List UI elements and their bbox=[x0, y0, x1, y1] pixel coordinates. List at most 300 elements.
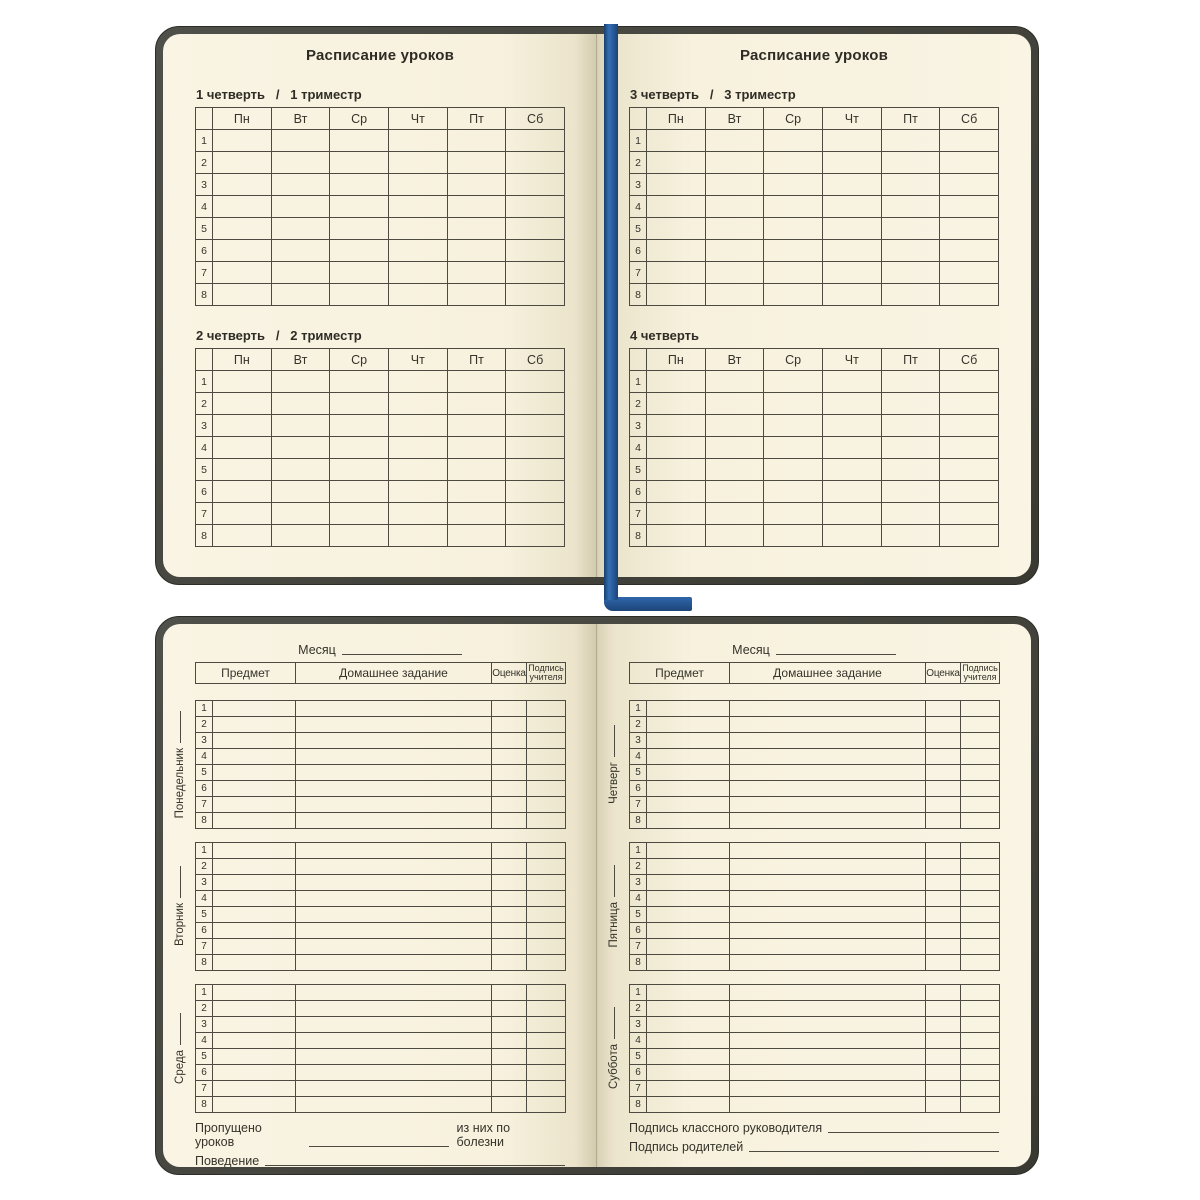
day-name: Суббота bbox=[608, 1044, 620, 1090]
corner-cell bbox=[630, 349, 647, 371]
subject-cell bbox=[647, 875, 730, 891]
schedule-empty-cell bbox=[388, 218, 447, 240]
subject-cell bbox=[213, 701, 296, 717]
lesson-number-cell: 5 bbox=[630, 765, 647, 781]
lesson-number-cell: 7 bbox=[196, 262, 213, 284]
schedule-empty-cell bbox=[506, 240, 565, 262]
signature-header-line1: Подпись bbox=[528, 662, 564, 673]
teacher-signature-header-cell bbox=[527, 663, 566, 684]
schedule-empty-cell bbox=[647, 174, 706, 196]
signature-cell bbox=[961, 1081, 1000, 1097]
schedule-empty-cell bbox=[388, 174, 447, 196]
lesson-number-cell: 4 bbox=[630, 196, 647, 218]
subject-cell bbox=[647, 701, 730, 717]
schedule-empty-cell bbox=[881, 393, 940, 415]
schedule-empty-cell bbox=[271, 284, 330, 306]
lesson-number-cell: 8 bbox=[630, 813, 647, 829]
subject-cell bbox=[647, 765, 730, 781]
subject-cell bbox=[647, 717, 730, 733]
schedule-empty-cell bbox=[271, 240, 330, 262]
lesson-number-cell: 3 bbox=[630, 875, 647, 891]
day-header-cell: Ср bbox=[330, 349, 389, 371]
subject-cell bbox=[647, 1017, 730, 1033]
signature-cell bbox=[527, 891, 566, 907]
schedule-empty-cell bbox=[330, 152, 389, 174]
schedule-empty-cell bbox=[647, 503, 706, 525]
subject-cell bbox=[213, 875, 296, 891]
grade-cell bbox=[926, 939, 961, 955]
signature-cell bbox=[961, 843, 1000, 859]
schedule-empty-cell bbox=[506, 130, 565, 152]
homework-cell bbox=[730, 843, 926, 859]
schedule-empty-cell bbox=[647, 415, 706, 437]
grade-cell bbox=[926, 765, 961, 781]
grade-cell bbox=[926, 813, 961, 829]
signature-cell bbox=[961, 1001, 1000, 1017]
schedule-table bbox=[195, 107, 565, 306]
schedule-empty-cell bbox=[881, 371, 940, 393]
homework-cell bbox=[296, 781, 492, 797]
homework-cell bbox=[730, 1065, 926, 1081]
homework-header-cell: Домашнее задание bbox=[730, 663, 926, 684]
grade-cell bbox=[492, 939, 527, 955]
schedule-empty-cell bbox=[705, 196, 764, 218]
grade-cell bbox=[492, 781, 527, 797]
day-header-cell: Пт bbox=[881, 349, 940, 371]
lesson-number-cell: 6 bbox=[630, 240, 647, 262]
parents-signature-blank-line bbox=[749, 1150, 999, 1152]
schedule-empty-cell bbox=[447, 371, 506, 393]
signature-cell bbox=[961, 781, 1000, 797]
grade-cell bbox=[926, 749, 961, 765]
lesson-number-cell: 4 bbox=[630, 891, 647, 907]
lesson-number-cell: 3 bbox=[196, 875, 213, 891]
schedule-empty-cell bbox=[213, 481, 272, 503]
lesson-number-cell: 2 bbox=[630, 393, 647, 415]
day-name: Среда bbox=[174, 1050, 186, 1084]
subject-cell bbox=[213, 765, 296, 781]
grade-cell bbox=[492, 733, 527, 749]
schedule-empty-cell bbox=[822, 459, 881, 481]
schedule-empty-cell bbox=[881, 174, 940, 196]
corner-cell bbox=[196, 108, 213, 130]
lesson-number-cell: 5 bbox=[630, 218, 647, 240]
page-title: Расписание уроков bbox=[740, 47, 888, 64]
schedule-empty-cell bbox=[764, 174, 823, 196]
schedule-empty-cell bbox=[447, 174, 506, 196]
homework-pages bbox=[163, 624, 1031, 1167]
signature-cell bbox=[527, 1049, 566, 1065]
schedule-empty-cell bbox=[881, 196, 940, 218]
schedule-page-right bbox=[597, 34, 1031, 577]
subject-cell bbox=[213, 891, 296, 907]
homework-cell bbox=[730, 1049, 926, 1065]
signature-cell bbox=[527, 875, 566, 891]
teacher-signature-header-cell bbox=[961, 663, 1000, 684]
signature-cell bbox=[527, 1033, 566, 1049]
subject-cell bbox=[213, 1081, 296, 1097]
day-name: Четверг bbox=[608, 762, 620, 804]
schedule-empty-cell bbox=[213, 262, 272, 284]
grade-cell bbox=[926, 955, 961, 971]
lesson-number-cell: 2 bbox=[196, 717, 213, 733]
schedule-empty-cell bbox=[447, 240, 506, 262]
homework-cell bbox=[730, 813, 926, 829]
schedule-empty-cell bbox=[271, 459, 330, 481]
schedule-empty-cell bbox=[940, 481, 999, 503]
lesson-number-cell: 4 bbox=[196, 437, 213, 459]
schedule-empty-cell bbox=[940, 459, 999, 481]
schedule-empty-cell bbox=[705, 393, 764, 415]
schedule-empty-cell bbox=[822, 371, 881, 393]
lesson-number-cell: 6 bbox=[196, 923, 213, 939]
schedule-empty-cell bbox=[213, 240, 272, 262]
day-header-cell: Чт bbox=[822, 349, 881, 371]
subject-header-cell: Предмет bbox=[196, 663, 296, 684]
grade-cell bbox=[926, 1001, 961, 1017]
schedule-empty-cell bbox=[447, 262, 506, 284]
schedule-empty-cell bbox=[822, 503, 881, 525]
schedule-empty-cell bbox=[447, 196, 506, 218]
schedule-empty-cell bbox=[330, 240, 389, 262]
bookmark-ribbon bbox=[604, 24, 618, 600]
signature-cell bbox=[961, 765, 1000, 781]
schedule-empty-cell bbox=[764, 262, 823, 284]
lesson-number-cell: 3 bbox=[196, 733, 213, 749]
schedule-empty-cell bbox=[705, 130, 764, 152]
schedule-empty-cell bbox=[647, 393, 706, 415]
lesson-number-cell: 6 bbox=[630, 923, 647, 939]
grade-cell bbox=[926, 843, 961, 859]
subject-cell bbox=[213, 717, 296, 733]
schedule-empty-cell bbox=[506, 503, 565, 525]
grade-cell bbox=[492, 717, 527, 733]
day-header-cell: Вт bbox=[705, 349, 764, 371]
schedule-empty-cell bbox=[940, 437, 999, 459]
lesson-number-cell: 2 bbox=[630, 152, 647, 174]
day-block-tuesday bbox=[174, 842, 565, 971]
grade-cell bbox=[926, 1017, 961, 1033]
schedule-empty-cell bbox=[705, 415, 764, 437]
lesson-number-cell: 4 bbox=[196, 749, 213, 765]
subject-cell bbox=[213, 859, 296, 875]
schedule-empty-cell bbox=[822, 218, 881, 240]
schedule-empty-cell bbox=[705, 284, 764, 306]
schedule-empty-cell bbox=[213, 284, 272, 306]
day-bracket-line bbox=[614, 1007, 615, 1039]
schedule-empty-cell bbox=[705, 218, 764, 240]
quarter-caption: 4 четверть bbox=[630, 328, 699, 343]
schedule-empty-cell bbox=[506, 371, 565, 393]
signature-cell bbox=[527, 781, 566, 797]
lesson-number-cell: 7 bbox=[196, 503, 213, 525]
homework-day-table bbox=[629, 700, 1000, 829]
lesson-number-cell: 5 bbox=[630, 907, 647, 923]
homework-cell bbox=[296, 733, 492, 749]
grade-cell bbox=[492, 1081, 527, 1097]
schedule-page-left bbox=[163, 34, 597, 577]
grade-cell bbox=[492, 1001, 527, 1017]
behavior-blank-line bbox=[265, 1164, 565, 1166]
lesson-number-cell: 8 bbox=[630, 525, 647, 547]
grade-cell bbox=[492, 1017, 527, 1033]
schedule-empty-cell bbox=[764, 481, 823, 503]
subject-cell bbox=[213, 781, 296, 797]
grade-cell bbox=[492, 875, 527, 891]
schedule-empty-cell bbox=[330, 415, 389, 437]
schedule-empty-cell bbox=[940, 415, 999, 437]
schedule-empty-cell bbox=[271, 196, 330, 218]
schedule-empty-cell bbox=[213, 196, 272, 218]
schedule-empty-cell bbox=[647, 218, 706, 240]
subject-cell bbox=[647, 1033, 730, 1049]
schedule-empty-cell bbox=[881, 459, 940, 481]
lesson-number-cell: 8 bbox=[196, 955, 213, 971]
month-label: Месяц bbox=[732, 643, 770, 657]
page-title: Расписание уроков bbox=[306, 47, 454, 64]
month-label: Месяц bbox=[298, 643, 336, 657]
signature-cell bbox=[527, 1001, 566, 1017]
homework-cell bbox=[296, 717, 492, 733]
schedule-empty-cell bbox=[881, 130, 940, 152]
schedule-empty-cell bbox=[647, 284, 706, 306]
illness-label: из них по болезни bbox=[456, 1121, 511, 1149]
signature-cell bbox=[961, 1097, 1000, 1113]
homework-cell bbox=[296, 797, 492, 813]
grade-cell bbox=[926, 717, 961, 733]
schedule-empty-cell bbox=[881, 218, 940, 240]
schedule-empty-cell bbox=[764, 152, 823, 174]
grade-cell bbox=[492, 1033, 527, 1049]
schedule-empty-cell bbox=[647, 240, 706, 262]
signature-cell bbox=[961, 891, 1000, 907]
schedule-empty-cell bbox=[330, 196, 389, 218]
homework-cell bbox=[296, 1017, 492, 1033]
schedule-empty-cell bbox=[822, 174, 881, 196]
quarter-caption: 2 четверть / 2 триместр bbox=[196, 328, 362, 343]
corner-cell bbox=[630, 108, 647, 130]
schedule-empty-cell bbox=[940, 218, 999, 240]
schedule-empty-cell bbox=[388, 240, 447, 262]
class-teacher-signature-blank-line bbox=[828, 1131, 999, 1133]
day-block-monday bbox=[174, 700, 565, 829]
schedule-empty-cell bbox=[764, 415, 823, 437]
schedule-empty-cell bbox=[330, 393, 389, 415]
signature-cell bbox=[961, 717, 1000, 733]
grade-cell bbox=[926, 781, 961, 797]
homework-cell bbox=[730, 733, 926, 749]
lesson-number-cell: 4 bbox=[196, 1033, 213, 1049]
subject-cell bbox=[647, 1097, 730, 1113]
subject-cell bbox=[213, 939, 296, 955]
schedule-empty-cell bbox=[271, 371, 330, 393]
schedule-empty-cell bbox=[647, 371, 706, 393]
lesson-number-cell: 7 bbox=[196, 1081, 213, 1097]
lesson-number-cell: 8 bbox=[196, 1097, 213, 1113]
schedule-empty-cell bbox=[330, 174, 389, 196]
schedule-empty-cell bbox=[447, 152, 506, 174]
schedule-empty-cell bbox=[940, 196, 999, 218]
schedule-empty-cell bbox=[271, 503, 330, 525]
grade-cell bbox=[492, 1097, 527, 1113]
subject-header-cell: Предмет bbox=[630, 663, 730, 684]
lesson-number-cell: 8 bbox=[196, 813, 213, 829]
homework-cell bbox=[730, 1033, 926, 1049]
lesson-number-cell: 4 bbox=[196, 196, 213, 218]
schedule-empty-cell bbox=[506, 284, 565, 306]
lesson-number-cell: 2 bbox=[630, 1001, 647, 1017]
schedule-empty-cell bbox=[705, 481, 764, 503]
lesson-number-cell: 8 bbox=[630, 284, 647, 306]
schedule-empty-cell bbox=[506, 262, 565, 284]
signature-cell bbox=[961, 907, 1000, 923]
homework-cell bbox=[296, 1001, 492, 1017]
schedule-table bbox=[195, 348, 565, 547]
subject-cell bbox=[647, 843, 730, 859]
schedule-empty-cell bbox=[764, 503, 823, 525]
schedule-empty-cell bbox=[506, 415, 565, 437]
schedule-empty-cell bbox=[705, 152, 764, 174]
schedule-empty-cell bbox=[881, 503, 940, 525]
schedule-empty-cell bbox=[388, 130, 447, 152]
lesson-number-cell: 3 bbox=[630, 1017, 647, 1033]
schedule-empty-cell bbox=[705, 525, 764, 547]
grade-cell bbox=[492, 749, 527, 765]
homework-cell bbox=[730, 955, 926, 971]
class-teacher-signature-line bbox=[629, 1121, 999, 1135]
homework-cell bbox=[730, 875, 926, 891]
schedule-empty-cell bbox=[388, 284, 447, 306]
schedule-empty-cell bbox=[447, 393, 506, 415]
grade-cell bbox=[926, 1081, 961, 1097]
schedule-empty-cell bbox=[388, 393, 447, 415]
signature-cell bbox=[527, 813, 566, 829]
subject-cell bbox=[647, 797, 730, 813]
schedule-empty-cell bbox=[506, 459, 565, 481]
lesson-number-cell: 3 bbox=[196, 1017, 213, 1033]
subject-cell bbox=[213, 1017, 296, 1033]
missed-lessons-label: Пропущено уроков bbox=[195, 1121, 262, 1149]
day-header-cell: Пт bbox=[447, 108, 506, 130]
day-header-cell: Пн bbox=[213, 108, 272, 130]
schedule-empty-cell bbox=[764, 393, 823, 415]
grade-cell bbox=[492, 923, 527, 939]
lesson-number-cell: 6 bbox=[630, 781, 647, 797]
grade-cell bbox=[926, 907, 961, 923]
schedule-empty-cell bbox=[271, 174, 330, 196]
lesson-number-cell: 5 bbox=[196, 459, 213, 481]
grade-cell bbox=[492, 843, 527, 859]
signature-cell bbox=[961, 797, 1000, 813]
day-header-cell: Ср bbox=[764, 349, 823, 371]
homework-footer-right bbox=[629, 1121, 999, 1154]
lesson-number-cell: 7 bbox=[630, 939, 647, 955]
schedule-empty-cell bbox=[330, 371, 389, 393]
homework-cell bbox=[296, 701, 492, 717]
schedule-empty-cell bbox=[647, 130, 706, 152]
day-bracket-line bbox=[614, 725, 615, 757]
homework-cell bbox=[730, 797, 926, 813]
day-block-thursday bbox=[608, 700, 999, 829]
lesson-number-cell: 6 bbox=[196, 781, 213, 797]
lesson-number-cell: 7 bbox=[630, 503, 647, 525]
quarter-caption: 1 четверть / 1 триместр bbox=[196, 87, 362, 102]
schedule-empty-cell bbox=[881, 525, 940, 547]
day-header-cell: Сб bbox=[940, 108, 999, 130]
day-header-cell: Чт bbox=[388, 349, 447, 371]
lesson-number-cell: 1 bbox=[196, 130, 213, 152]
grade-cell bbox=[926, 985, 961, 1001]
schedule-empty-cell bbox=[330, 503, 389, 525]
schedule-empty-cell bbox=[388, 437, 447, 459]
signature-cell bbox=[961, 955, 1000, 971]
subject-cell bbox=[213, 907, 296, 923]
grade-cell bbox=[492, 701, 527, 717]
signature-cell bbox=[527, 701, 566, 717]
day-bracket-line bbox=[180, 1013, 181, 1045]
schedule-empty-cell bbox=[940, 284, 999, 306]
day-header-cell: Пн bbox=[647, 108, 706, 130]
schedule-empty-cell bbox=[447, 415, 506, 437]
subject-cell bbox=[647, 955, 730, 971]
schedule-empty-cell bbox=[330, 284, 389, 306]
lesson-number-cell: 5 bbox=[196, 1049, 213, 1065]
schedule-empty-cell bbox=[271, 262, 330, 284]
schedule-empty-cell bbox=[647, 525, 706, 547]
homework-cell bbox=[730, 907, 926, 923]
lesson-number-cell: 3 bbox=[630, 415, 647, 437]
grade-cell bbox=[492, 985, 527, 1001]
schedule-empty-cell bbox=[647, 196, 706, 218]
schedule-empty-cell bbox=[881, 152, 940, 174]
schedule-empty-cell bbox=[271, 481, 330, 503]
schedule-empty-cell bbox=[764, 525, 823, 547]
signature-cell bbox=[527, 1017, 566, 1033]
schedule-empty-cell bbox=[881, 240, 940, 262]
homework-cell bbox=[296, 1049, 492, 1065]
schedule-empty-cell bbox=[940, 240, 999, 262]
day-header-cell: Ср bbox=[330, 108, 389, 130]
grade-cell bbox=[492, 907, 527, 923]
subject-cell bbox=[213, 733, 296, 749]
schedule-empty-cell bbox=[447, 481, 506, 503]
schedule-empty-cell bbox=[647, 481, 706, 503]
homework-cell bbox=[296, 923, 492, 939]
homework-cell bbox=[730, 1081, 926, 1097]
signature-cell bbox=[527, 939, 566, 955]
signature-cell bbox=[527, 923, 566, 939]
schedule-empty-cell bbox=[764, 459, 823, 481]
homework-spread-book bbox=[155, 616, 1039, 1175]
homework-cell bbox=[296, 875, 492, 891]
grade-cell bbox=[926, 1049, 961, 1065]
schedule-empty-cell bbox=[764, 284, 823, 306]
lesson-number-cell: 6 bbox=[630, 481, 647, 503]
lesson-number-cell: 8 bbox=[196, 284, 213, 306]
lesson-number-cell: 8 bbox=[630, 955, 647, 971]
schedule-empty-cell bbox=[822, 284, 881, 306]
homework-cell bbox=[296, 859, 492, 875]
missed-lessons-line bbox=[195, 1121, 565, 1149]
day-bracket-line bbox=[614, 865, 615, 897]
schedule-empty-cell bbox=[881, 262, 940, 284]
day-name: Понедельник bbox=[174, 747, 186, 819]
homework-header-table bbox=[195, 662, 566, 684]
signature-cell bbox=[961, 1033, 1000, 1049]
day-label bbox=[168, 700, 192, 829]
schedule-empty-cell bbox=[822, 525, 881, 547]
grade-cell bbox=[926, 1065, 961, 1081]
